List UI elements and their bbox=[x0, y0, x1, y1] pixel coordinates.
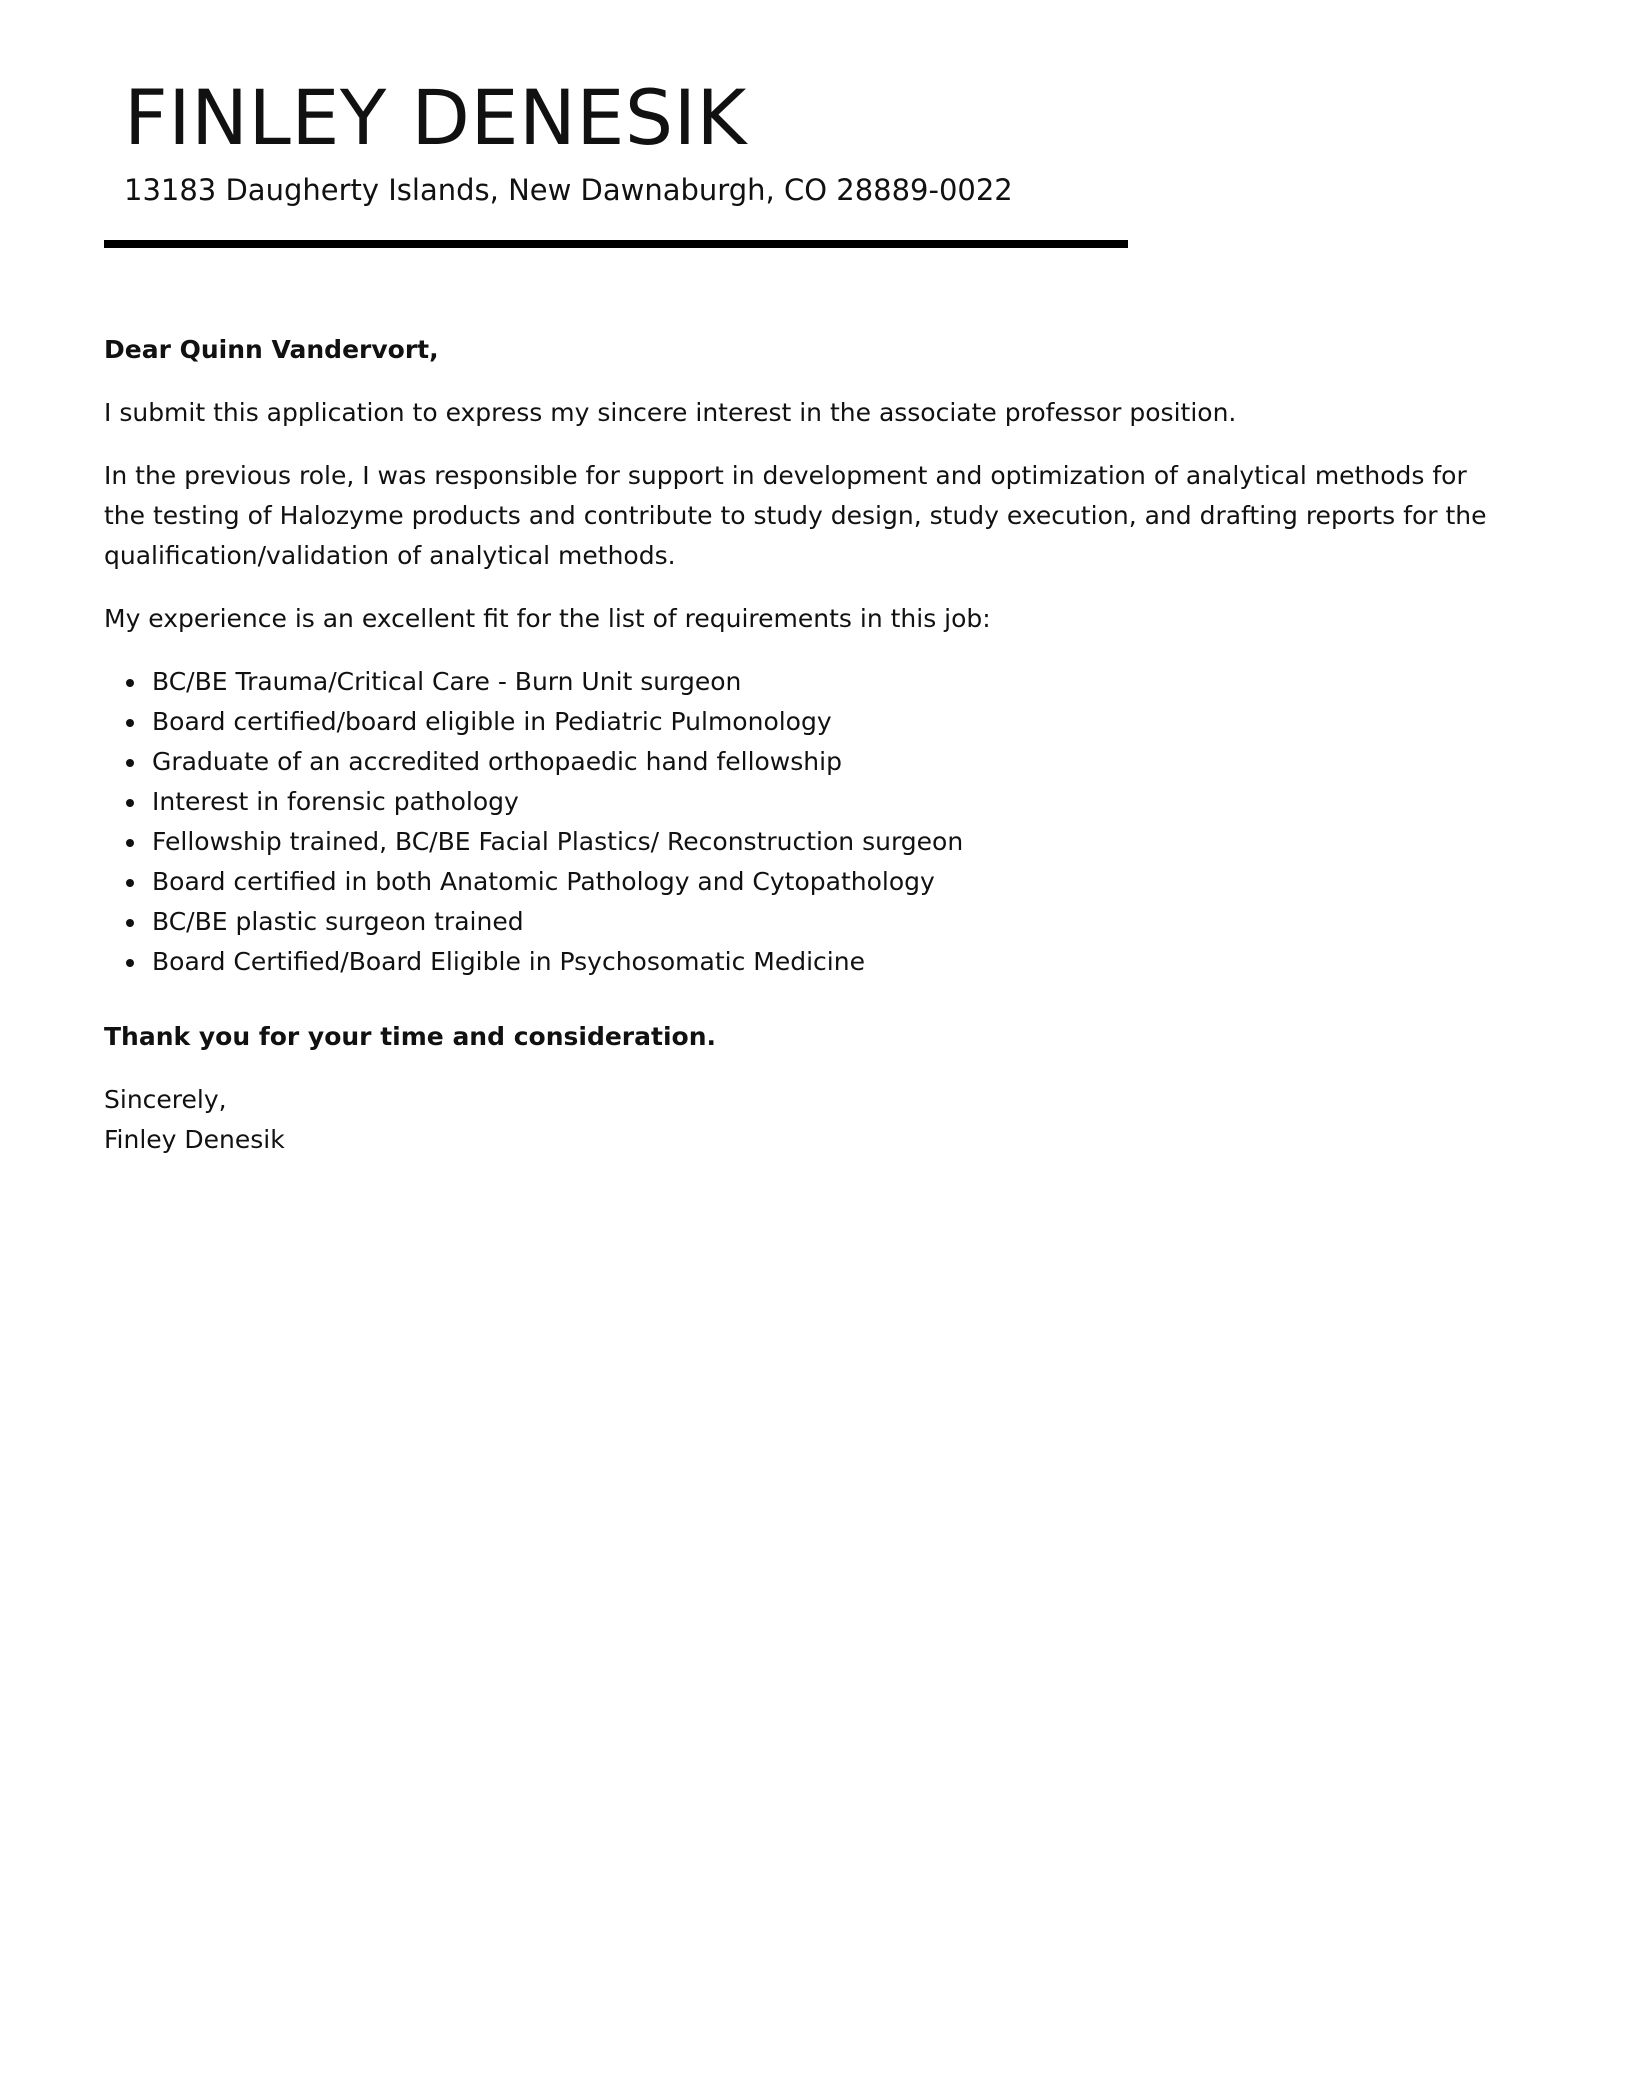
requirements-list bbox=[104, 662, 1504, 982]
header-divider bbox=[104, 240, 1128, 248]
list-item: Board Certified/Board Eligible in Psychosomatic Medicine bbox=[152, 942, 1504, 982]
applicant-address: 13183 Daugherty Islands, New Dawnaburgh, CO 28889-0022 bbox=[124, 173, 1013, 207]
signoff: Sincerely, bbox=[104, 1085, 227, 1114]
applicant-name: FINLEY DENESIK bbox=[124, 73, 747, 162]
salutation: Dear Quinn Vandervort, bbox=[104, 335, 439, 364]
intro-paragraph: I submit this application to express my sincere interest in the associate professor position. bbox=[104, 398, 1237, 427]
list-item: Interest in forensic pathology bbox=[152, 782, 1504, 822]
letter-header bbox=[124, 72, 1013, 210]
list-item: BC/BE plastic surgeon trained bbox=[152, 902, 1504, 942]
list-item: Fellowship trained, BC/BE Facial Plastics/ Reconstruction surgeon bbox=[152, 822, 1504, 862]
experience-paragraph: In the previous role, I was responsible for support in development and optimization of analytical methods for the testing of Halozyme products and contribute to study design, study execution, and drafting reports for the qualification/validation of analytical methods. bbox=[104, 461, 1487, 570]
closing-thanks: Thank you for your time and consideration. bbox=[104, 1022, 716, 1051]
list-item: BC/BE Trauma/Critical Care - Burn Unit surgeon bbox=[152, 662, 1504, 702]
signature-name: Finley Denesik bbox=[104, 1125, 285, 1154]
list-item: Board certified in both Anatomic Pathology and Cytopathology bbox=[152, 862, 1504, 902]
signoff-block bbox=[104, 1080, 1504, 1160]
list-item: Graduate of an accredited orthopaedic hand fellowship bbox=[152, 742, 1504, 782]
letter-body bbox=[104, 330, 1504, 1160]
requirements-intro: My experience is an excellent fit for the list of requirements in this job: bbox=[104, 604, 991, 633]
list-item: Board certified/board eligible in Pediatric Pulmonology bbox=[152, 702, 1504, 742]
